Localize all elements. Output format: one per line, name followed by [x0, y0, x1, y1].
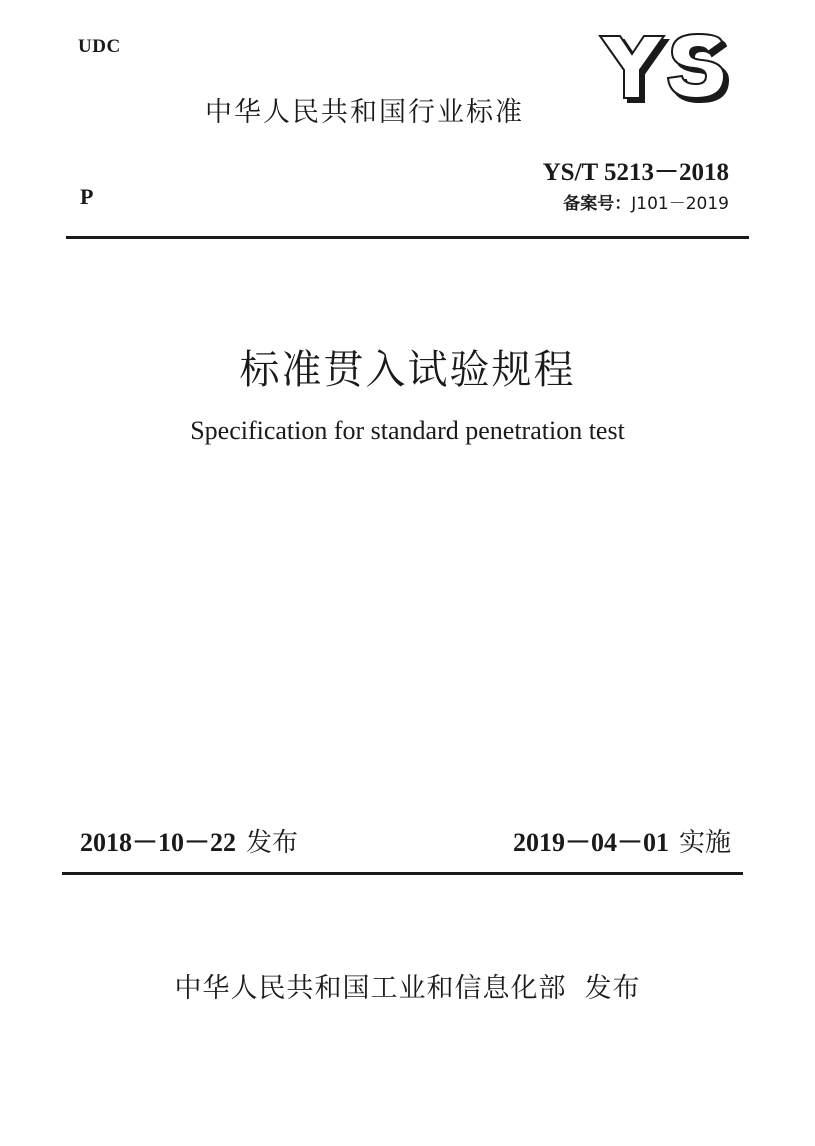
publish-label: 发布 [584, 973, 641, 1004]
industry-standard-heading: 中华人民共和国行业标准 [205, 97, 524, 128]
classification-code: P [80, 184, 94, 209]
issue-date: 2018－10－22 [80, 828, 237, 857]
bottom-divider [62, 872, 743, 875]
publisher-line [0, 966, 815, 1005]
title-english: Specification for standard penetration test [190, 416, 625, 445]
issue-date-block [80, 822, 298, 859]
ys-logo [598, 32, 730, 108]
implementation-label: 实施 [678, 828, 731, 858]
publisher-name: 中华人民共和国工业和信息化部 [174, 973, 567, 1004]
record-value: J101－2019 [631, 194, 729, 214]
record-number [563, 189, 729, 214]
issue-label: 发布 [246, 828, 299, 858]
udc-label: UDC [78, 36, 121, 57]
top-divider [66, 236, 749, 239]
title-chinese: 标准贯入试验规程 [239, 347, 576, 393]
record-label: 备案号： [563, 194, 632, 214]
implementation-date-block [513, 822, 731, 859]
implementation-date: 2019－04－01 [512, 828, 669, 857]
standard-number: YS/T 5213－2018 [542, 159, 729, 186]
